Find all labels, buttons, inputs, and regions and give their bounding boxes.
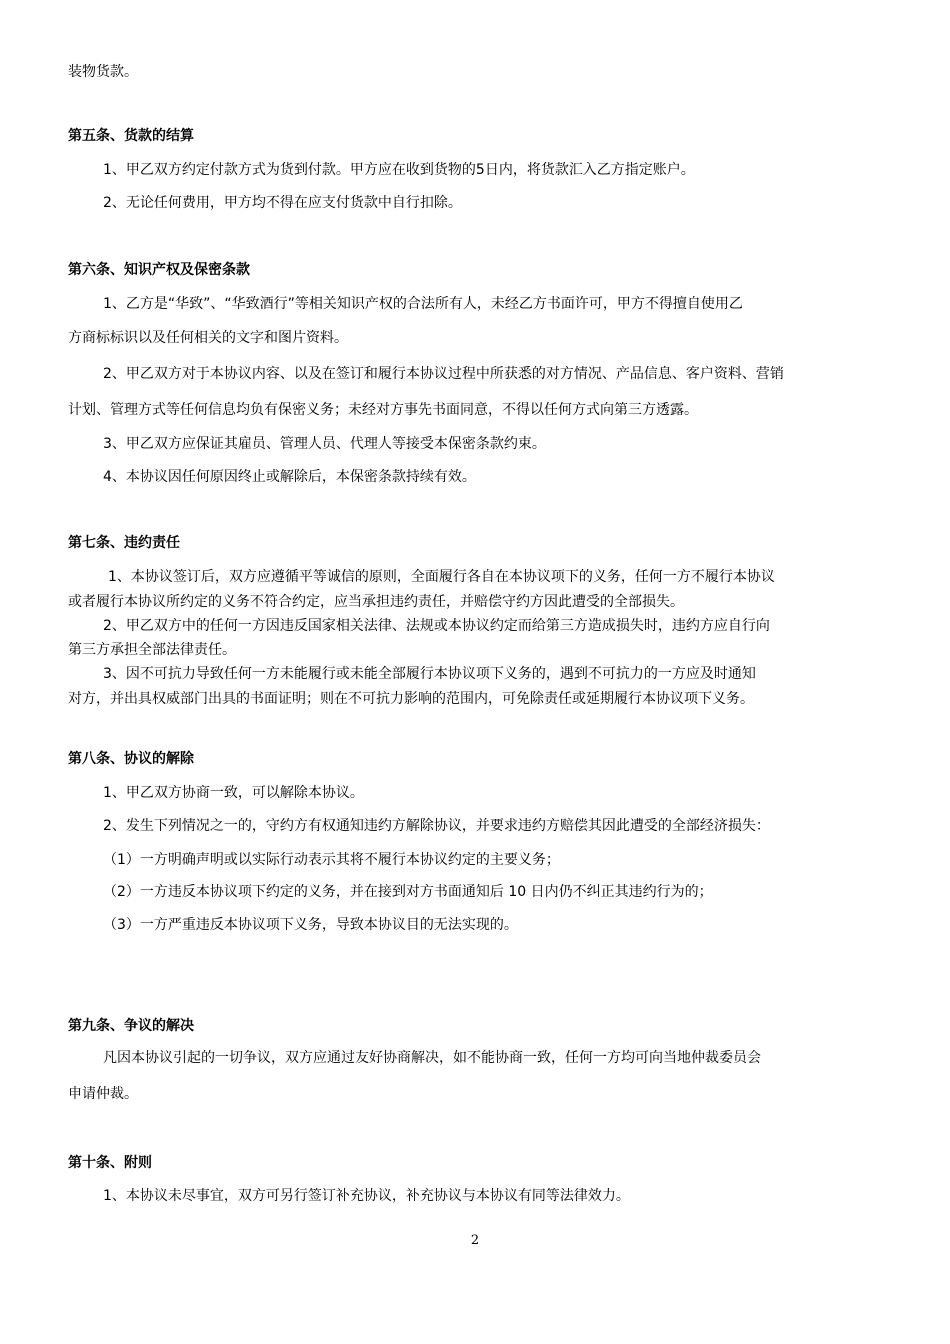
article-6-heading: 第六条、知识产权及保密条款 [68, 262, 250, 278]
article-7-clause-3-line-1: 3、因不可抗力导致任何一方未能履行或未能全部履行本协议项下义务的，遇到不可抗力的一方应及时通知 [103, 666, 756, 682]
article-9-clause-line-1: 凡因本协议引起的一切争议，双方应通过友好协商解决，如不能协商一致，任何一方均可向当地仲裁委员会 [103, 1050, 761, 1066]
article-8-clause-2: 2、发生下列情况之一的，守约方有权通知违约方解除协议，并要求违约方赔偿其因此遭受的全部经济损失： [103, 818, 770, 834]
article-8-clause-1: 1、甲乙双方协商一致，可以解除本协议。 [103, 785, 364, 801]
article-6-clause-1-line-1: 1、乙方是“华致”、“华致酒行”等相关知识产权的合法所有人，未经乙方书面许可，甲方不得擅自使用乙 [103, 296, 743, 312]
article-8-item-3: （3）一方严重违反本协议项下义务，导致本协议目的无法实现的。 [103, 917, 518, 933]
article-7-clause-2-line-1: 2、甲乙双方中的任何一方因违反国家相关法律、法规或本协议约定而给第三方造成损失时，违约方应自行向 [103, 618, 770, 634]
article-6-clause-3: 3、甲乙双方应保证其雇员、管理人员、代理人等接受本保密条款约束。 [103, 436, 546, 452]
article-7-heading: 第七条、违约责任 [68, 535, 180, 551]
article-5-clause-2: 2、无论任何费用，甲方均不得在应支付货款中自行扣除。 [103, 195, 462, 211]
page-number: 2 [470, 1233, 480, 1248]
article-6-clause-2-line-2: 计划、管理方式等任何信息均负有保密义务；未经对方事先书面同意，不得以任何方式向第三方透露。 [68, 402, 698, 418]
article-6-clause-2-line-1: 2、甲乙双方对于本协议内容、以及在签订和履行本协议过程中所获悉的对方情况、产品信息、客户资料、营销 [103, 366, 784, 382]
article-9-heading: 第九条、争议的解决 [68, 1018, 194, 1034]
article-8-heading: 第八条、协议的解除 [68, 751, 194, 767]
article-8-item-2: （2）一方违反本协议项下约定的义务，并在接到对方书面通知后 10 日内仍不纠正其违约行为的； [103, 884, 713, 900]
article-5-heading: 第五条、货款的结算 [68, 128, 194, 144]
article-10-clause-1: 1、本协议未尽事宜，双方可另行签订补充协议，补充协议与本协议有同等法律效力。 [103, 1188, 630, 1204]
article-7-clause-1-line-2: 或者履行本协议所约定的义务不符合约定，应当承担违约责任，并赔偿守约方因此遭受的全部损失。 [68, 594, 684, 610]
continuation-text: 装物货款。 [68, 64, 138, 80]
article-9-clause-line-2: 申请仲裁。 [68, 1086, 138, 1102]
article-8-item-1: （1）一方明确声明或以实际行动表示其将不履行本协议约定的主要义务； [103, 852, 560, 868]
article-10-heading: 第十条、附则 [68, 1155, 152, 1171]
article-7-clause-2-line-2: 第三方承担全部法律责任。 [68, 642, 236, 658]
article-5-clause-1: 1、甲乙双方约定付款方式为货到付款。甲方应在收到货物的5日内，将货款汇入乙方指定账户。 [103, 162, 695, 178]
article-7-clause-3-line-2: 对方，并出具权威部门出具的书面证明；则在不可抗力影响的范围内，可免除责任或延期履行本协议项下义务。 [68, 691, 754, 707]
article-6-clause-1-line-2: 方商标标识以及任何相关的文字和图片资料。 [68, 330, 348, 346]
article-7-clause-1-line-1: 1、本协议签订后，双方应遵循平等诚信的原则，全面履行各自在本协议项下的义务，任何一方不履行本协议 [108, 569, 775, 585]
article-6-clause-4: 4、本协议因任何原因终止或解除后，本保密条款持续有效。 [103, 469, 476, 485]
